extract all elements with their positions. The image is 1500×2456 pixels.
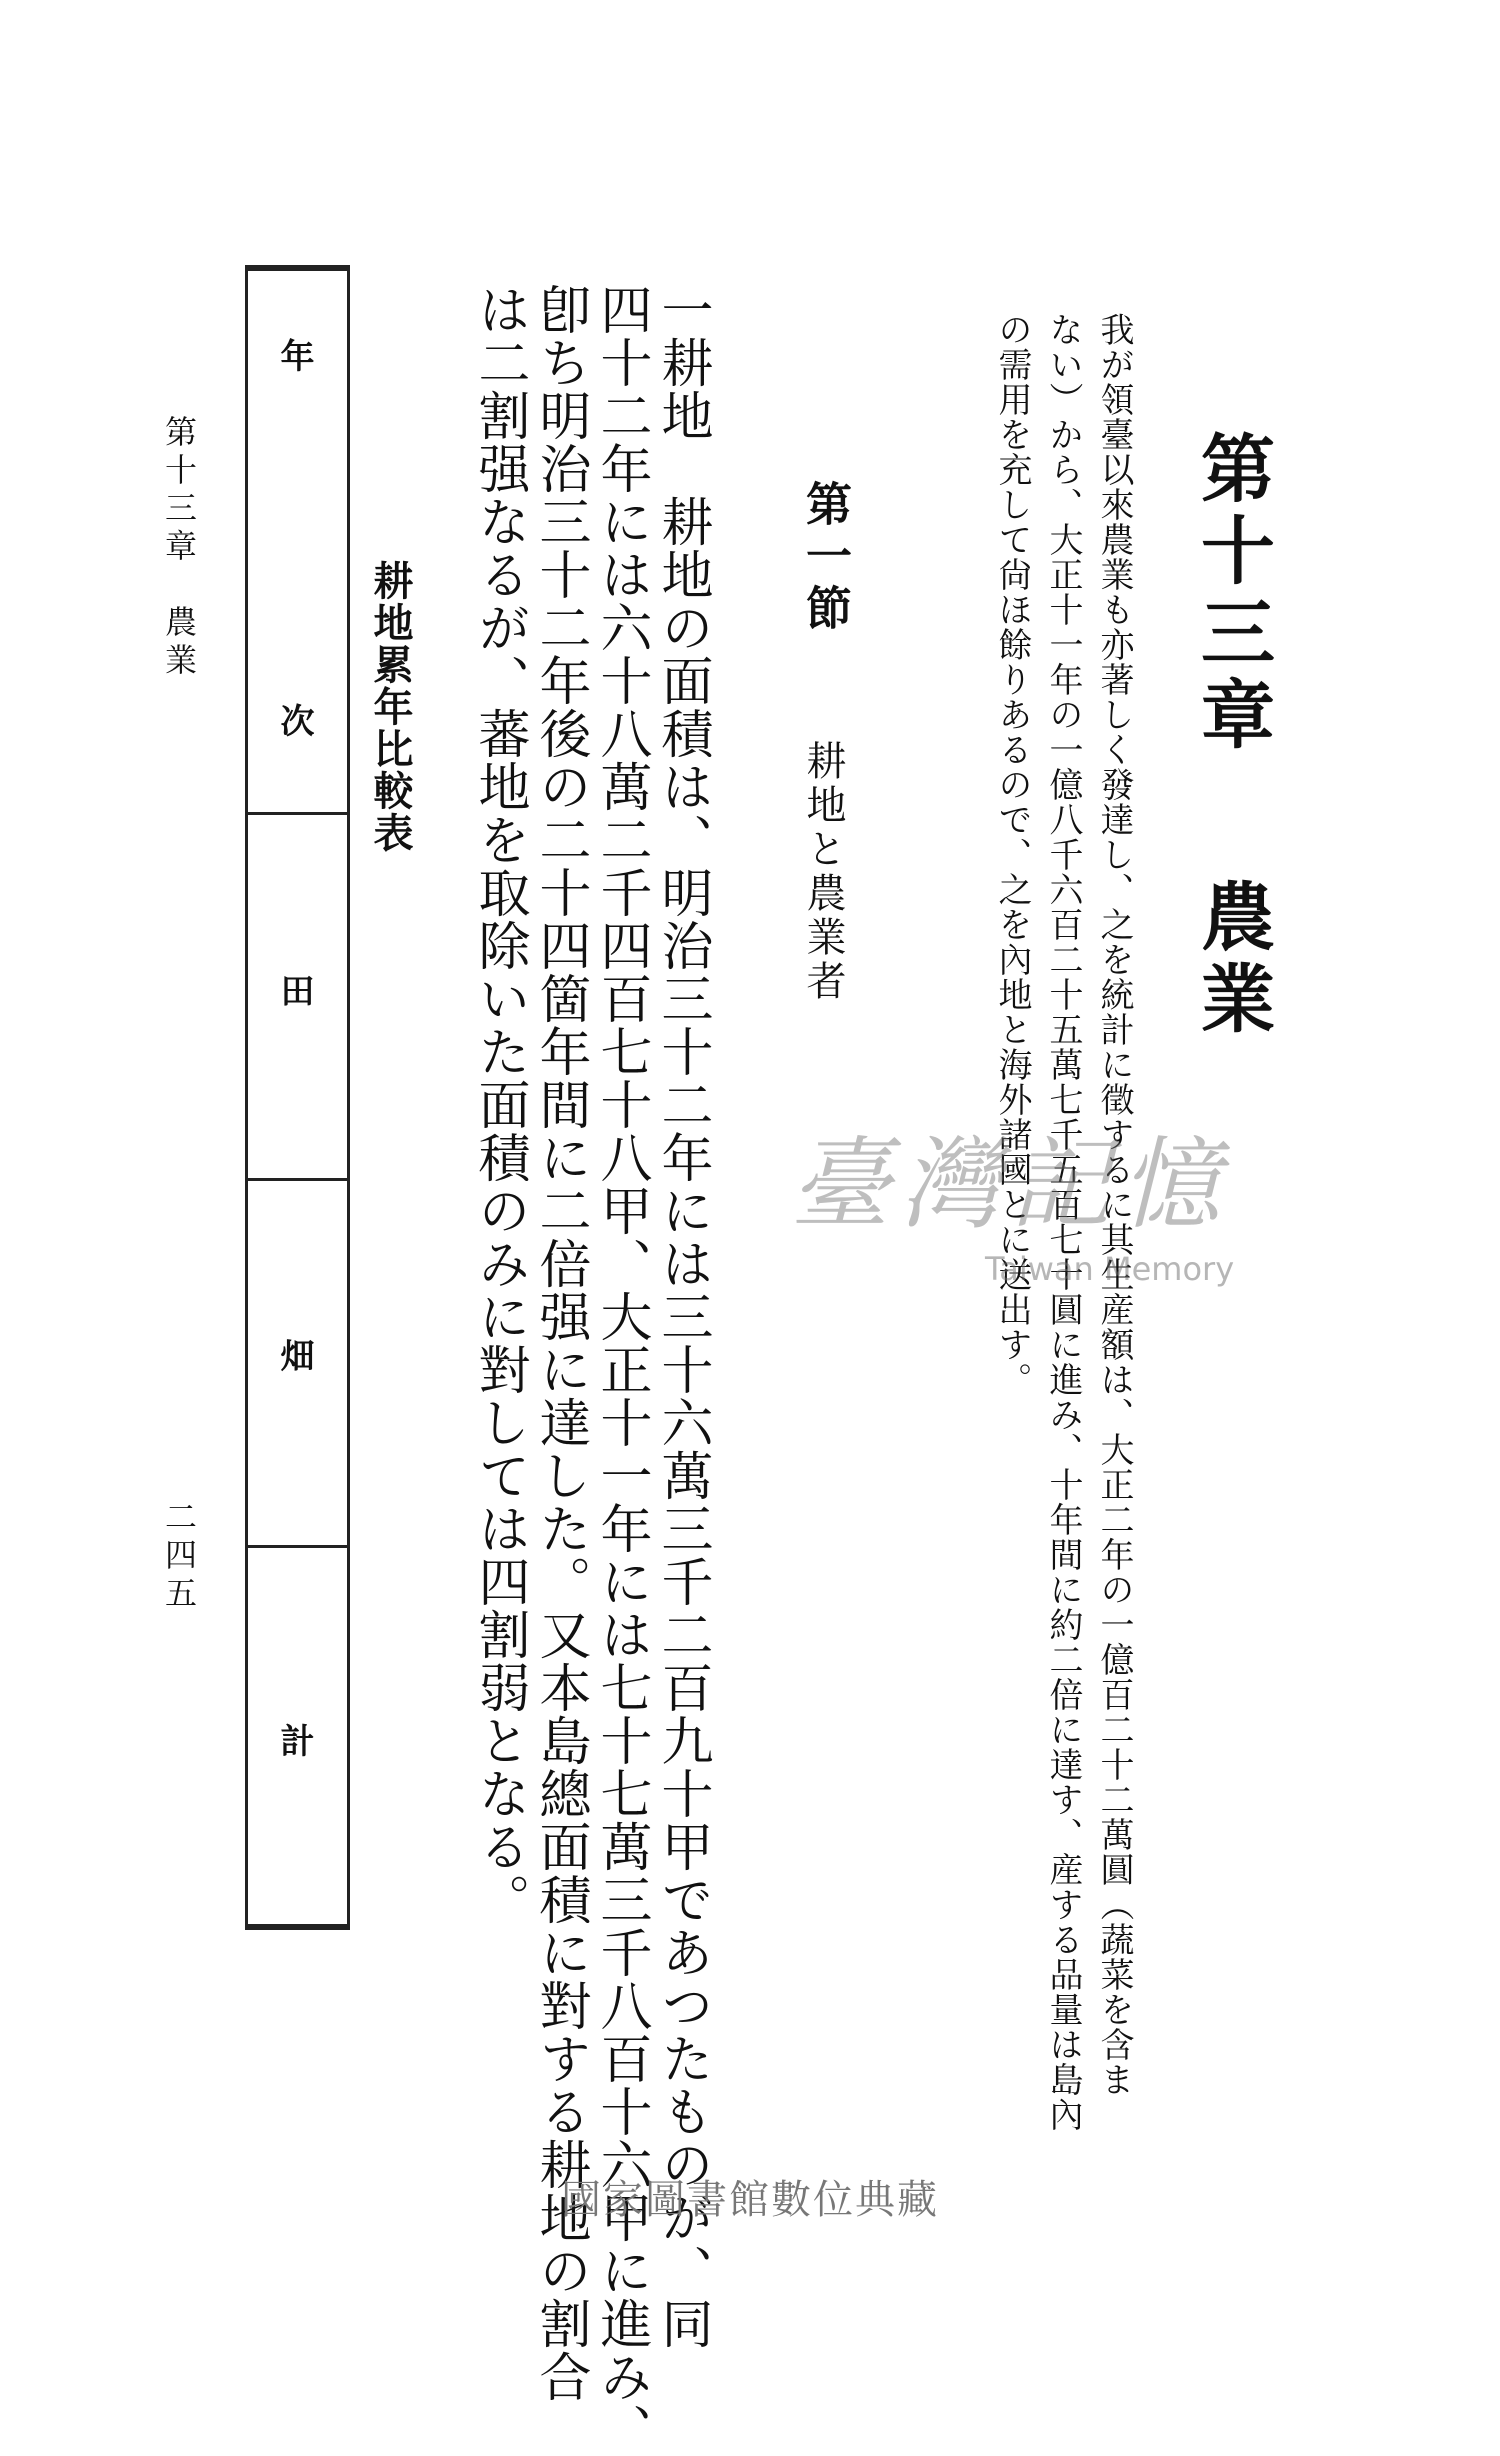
chapter-name: 農業 (1189, 878, 1275, 1042)
body-line-1: 一耕地 耕地の面積は、明治三十二年には三十六萬三千二百九十甲であつたものが、同 (652, 283, 712, 2350)
chapter-number: 第十三章 (1189, 430, 1275, 758)
body-line-4: は二割强なるが、蕃地を取除いた面積のみに對しては四割弱となる。 (469, 283, 529, 1926)
watermark-logo: 臺灣記憶 (790, 1126, 1230, 1243)
table-divider-3 (245, 1545, 350, 1548)
intro-line-1: 我が領臺以來農業も亦著しく發達し、之を統計に徵するに其生産額は、大正二年の一億百二十二萬圓（蔬菜を含ま (1094, 312, 1134, 2097)
body-line-3: 卽ち明治三十二年後の二十四箇年間に二倍强に達した。又本島總面積に對する耕地の割合 (530, 283, 590, 2403)
running-head: 第十三章 農業 (160, 415, 198, 681)
table-caption: 耕地累年比較表 (367, 560, 414, 854)
intro-line-3: の需用を充して尙ほ餘りあるので、之を內地と海外諸國とに送出す。 (992, 312, 1032, 1397)
table-divider-2 (245, 1178, 350, 1181)
table-header-frame (245, 265, 350, 1930)
table-header-order: 次 (280, 702, 315, 742)
section-subtitle: 耕地と農業者 (800, 740, 846, 1004)
footer-stamp: 國家圖書館數位典藏 (561, 2177, 939, 2223)
table-header-paddy: 田 (280, 972, 315, 1012)
table-header-field: 畑 (280, 1337, 315, 1377)
page-number: 二四五 (160, 1500, 198, 1614)
chapter-title (1189, 430, 1275, 1042)
section-title: 第一節 (799, 480, 853, 636)
table-header-total: 計 (280, 1722, 315, 1762)
intro-line-2: ない）から、大正十一年の一億八千六百二十五萬七千五百七十圓に進み、十年間に約二倍に達す、産する品量は島內 (1043, 312, 1083, 2132)
watermark-subtitle: Taiwan Memory (985, 1250, 1235, 1288)
table-divider-1 (245, 812, 350, 815)
table-header-year: 年 (280, 337, 315, 377)
body-line-2: 四十二年には六十八萬二千四百七十八甲、大正十一年には七十七萬三千八百十六甲に進み、 (591, 283, 651, 2456)
